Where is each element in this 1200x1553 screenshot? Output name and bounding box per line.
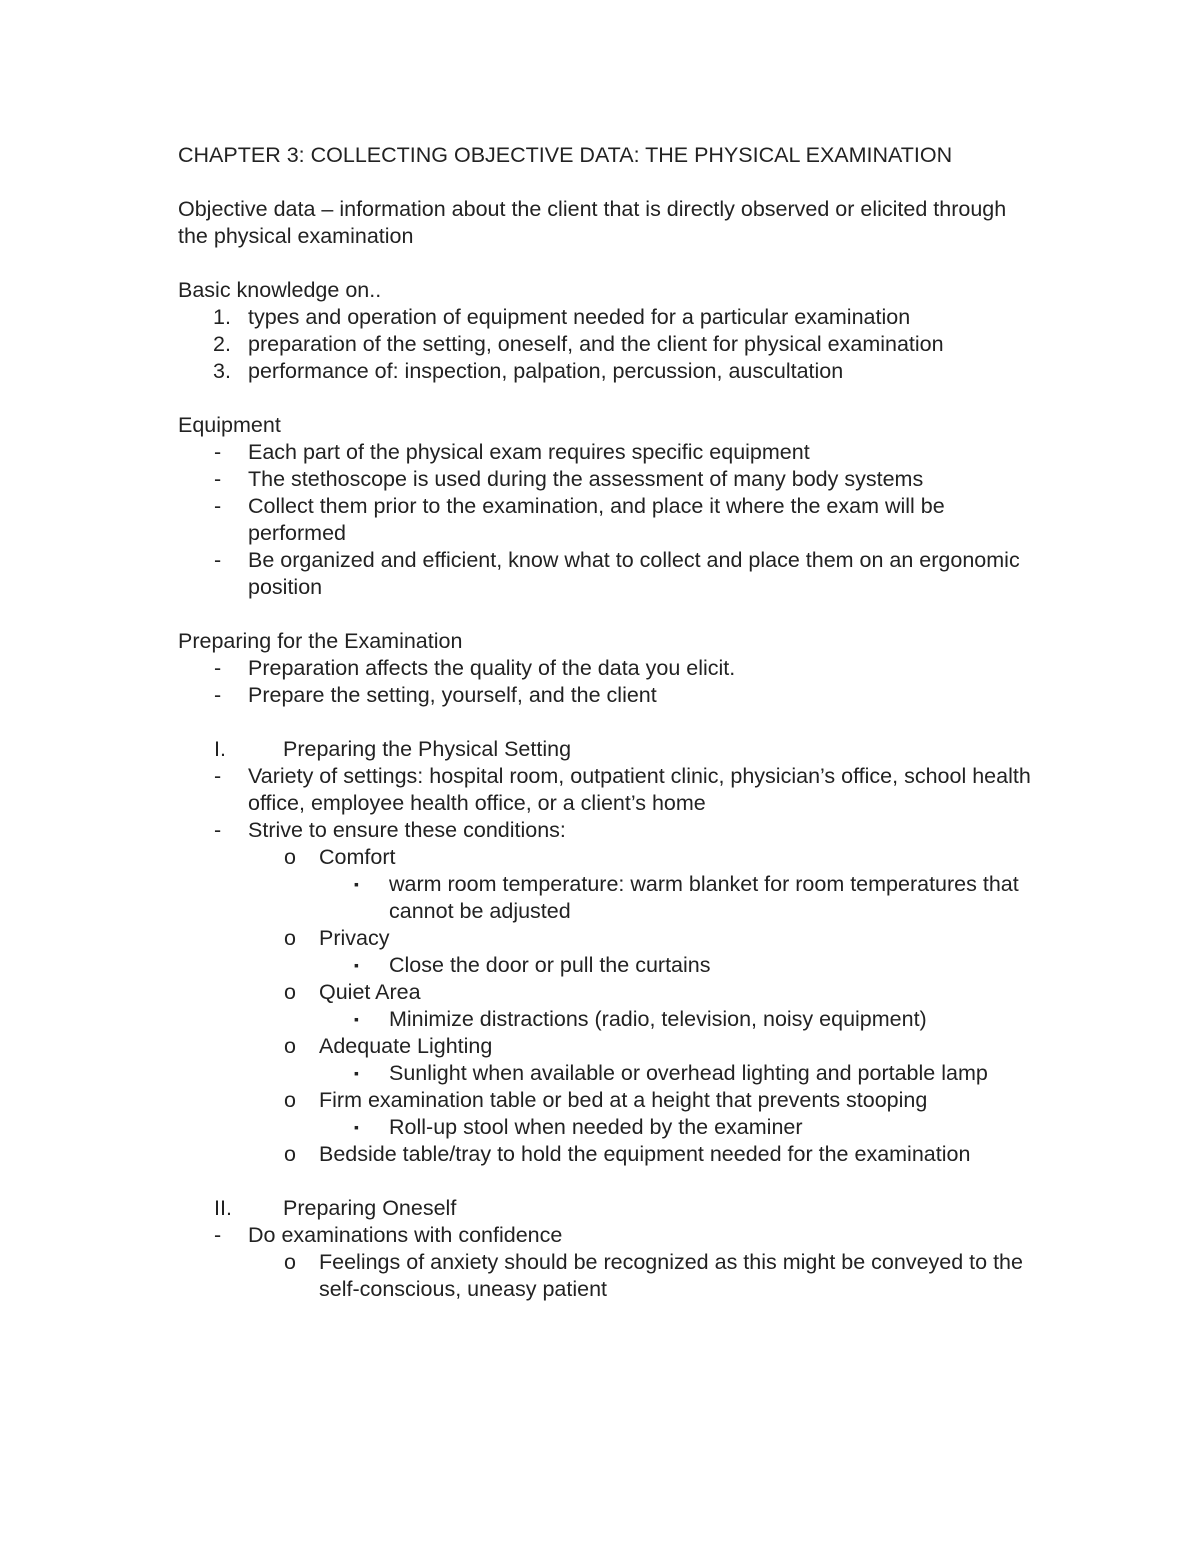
square-bullet-icon: ▪ — [354, 957, 359, 973]
spacer — [178, 1168, 1038, 1195]
dash-bullet: - — [214, 818, 222, 842]
dash-bullet: - — [214, 764, 222, 788]
condition-label: Quiet Area — [319, 980, 421, 1004]
numbered-list-item — [178, 331, 1038, 358]
list-number: 2. — [213, 332, 231, 356]
square-bullet-icon: ▪ — [354, 1011, 359, 1027]
spacer — [178, 385, 1038, 412]
condition-detail — [178, 1060, 1038, 1087]
dash-bullet: - — [214, 1223, 222, 1247]
basic-knowledge-heading: Basic knowledge on.. — [178, 278, 382, 302]
spacer — [178, 601, 1038, 628]
circle-bullet: o — [284, 1142, 296, 1166]
list-item-text: Each part of the physical exam requires specific equipment — [248, 440, 810, 464]
dash-bullet: - — [214, 440, 222, 464]
chapter-title: CHAPTER 3: COLLECTING OBJECTIVE DATA: THE PHYSICAL EXAMINATION — [178, 143, 953, 167]
condition-detail — [178, 1006, 1038, 1033]
list-item-text: Be organized and efficient, know what to collect and place them on an ergonomic position — [248, 548, 1020, 599]
list-item-text: Collect them prior to the examination, and place it where the exam will be performed — [248, 494, 945, 545]
detail-text: warm room temperature: warm blanket for room temperatures that cannot be adjusted — [389, 872, 1019, 923]
sub-list-item — [178, 1249, 1038, 1303]
condition-detail — [178, 952, 1038, 979]
condition-label: Privacy — [319, 926, 390, 950]
detail-text: Sunlight when available or overhead lighting and portable lamp — [389, 1061, 988, 1085]
detail-text: Minimize distractions (radio, television, noisy equipment) — [389, 1007, 927, 1031]
list-number: 3. — [213, 359, 231, 383]
section-heading-setting — [178, 736, 1038, 763]
roman-numeral: I. — [214, 737, 226, 761]
dash-list-item — [178, 817, 1038, 844]
condition-label: Comfort — [319, 845, 396, 869]
numbered-list-item — [178, 358, 1038, 385]
intro-paragraph: Objective data – information about the client that is directly observed or elicited through the physical examination — [178, 197, 1007, 248]
roman-numeral: II. — [214, 1196, 232, 1220]
square-bullet-icon: ▪ — [354, 1119, 359, 1135]
dash-list-item — [178, 1222, 1038, 1249]
square-bullet-icon: ▪ — [354, 1065, 359, 1081]
condition-label: Adequate Lighting — [319, 1034, 493, 1058]
dash-bullet: - — [214, 683, 222, 707]
condition-label: Bedside table/tray to hold the equipment needed for the examination — [319, 1142, 971, 1166]
circle-bullet: o — [284, 1034, 296, 1058]
section-title: Preparing the Physical Setting — [283, 737, 572, 761]
list-item-text: Preparation affects the quality of the data you elicit. — [248, 656, 736, 680]
spacer — [178, 709, 1038, 736]
detail-text: Roll-up stool when needed by the examiner — [389, 1115, 803, 1139]
condition-item — [178, 1087, 1038, 1114]
circle-bullet: o — [284, 1250, 296, 1274]
dash-list-item — [178, 682, 1038, 709]
dash-list-item — [178, 655, 1038, 682]
list-item-text: Variety of settings: hospital room, outpatient clinic, physician’s office, school health office, employee health office, or a client’s home — [248, 764, 1031, 815]
detail-text: Close the door or pull the curtains — [389, 953, 711, 977]
circle-bullet: o — [284, 1088, 296, 1112]
condition-item — [178, 1141, 1038, 1168]
equipment-heading: Equipment — [178, 413, 281, 437]
document-page — [178, 142, 1038, 1303]
list-number: 1. — [213, 305, 231, 329]
section-heading-oneself — [178, 1195, 1038, 1222]
list-item-text: Strive to ensure these conditions: — [248, 818, 566, 842]
dash-bullet: - — [214, 656, 222, 680]
section-title: Preparing Oneself — [283, 1196, 457, 1220]
dash-bullet: - — [214, 494, 222, 518]
list-item-text: types and operation of equipment needed for a particular examination — [248, 305, 911, 329]
numbered-list-item — [178, 304, 1038, 331]
spacer — [178, 169, 1038, 196]
condition-item — [178, 1033, 1038, 1060]
list-item-text: Prepare the setting, yourself, and the client — [248, 683, 657, 707]
list-item-text: The stethoscope is used during the assessment of many body systems — [248, 467, 924, 491]
dash-list-item — [178, 439, 1038, 466]
condition-item — [178, 844, 1038, 871]
spacer — [178, 250, 1038, 277]
condition-label: Firm examination table or bed at a height that prevents stooping — [319, 1088, 928, 1112]
dash-list-item — [178, 763, 1038, 817]
preparing-heading: Preparing for the Examination — [178, 629, 463, 653]
list-item-text: performance of: inspection, palpation, percussion, auscultation — [248, 359, 844, 383]
circle-bullet: o — [284, 926, 296, 950]
dash-list-item — [178, 547, 1038, 601]
sub-item-text: Feelings of anxiety should be recognized as this might be conveyed to the self-conscious, uneasy patient — [319, 1250, 1023, 1301]
dash-bullet: - — [214, 548, 222, 572]
circle-bullet: o — [284, 845, 296, 869]
condition-detail — [178, 871, 1038, 925]
circle-bullet: o — [284, 980, 296, 1004]
dash-bullet: - — [214, 467, 222, 491]
condition-item — [178, 925, 1038, 952]
condition-item — [178, 979, 1038, 1006]
list-item-text: Do examinations with confidence — [248, 1223, 563, 1247]
dash-list-item — [178, 493, 1038, 547]
dash-list-item — [178, 466, 1038, 493]
condition-detail — [178, 1114, 1038, 1141]
list-item-text: preparation of the setting, oneself, and the client for physical examination — [248, 332, 944, 356]
square-bullet-icon: ▪ — [354, 876, 359, 892]
